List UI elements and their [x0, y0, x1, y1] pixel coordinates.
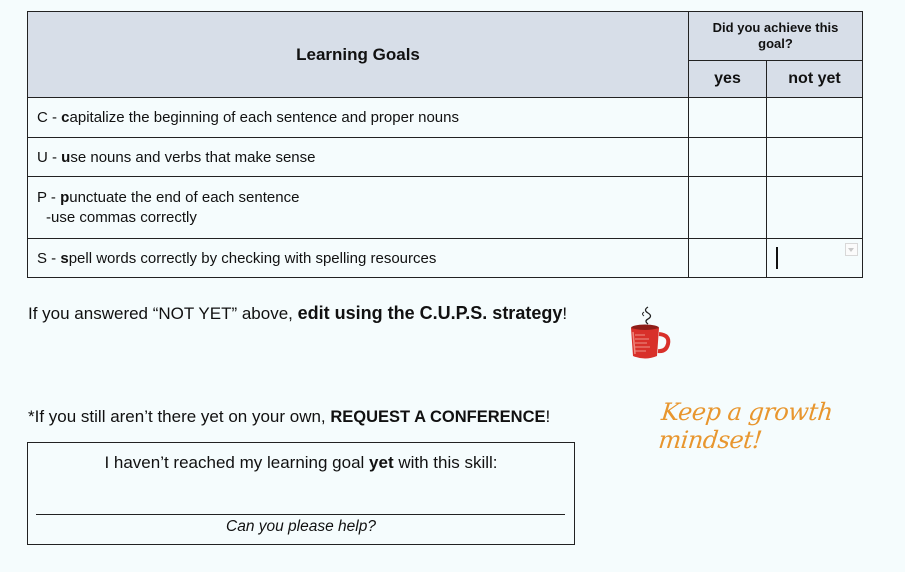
not-yet-cell-p[interactable]: [767, 177, 863, 239]
yes-cell-s[interactable]: [689, 239, 767, 278]
coffee-mug-icon: [628, 304, 672, 362]
goal-row-p: [28, 177, 863, 239]
goal-row-c: [28, 98, 863, 138]
goal-s: [28, 239, 689, 278]
goal-p-text: unctuate the end of each sentence: [69, 189, 300, 206]
text-cursor: [776, 247, 778, 269]
goal-s-text: pell words correctly by checking with spelling resources: [68, 249, 437, 267]
goal-c-letter: c: [61, 109, 70, 126]
goal-row-u: [28, 138, 863, 177]
cups-lead: If you answered “NOT YET” above,: [28, 304, 298, 323]
growth-mindset-text: Keep a growth mindset!: [657, 398, 835, 454]
conference-end: !: [545, 407, 551, 426]
yes-cell-p[interactable]: [689, 177, 767, 239]
help-question: Can you please help?: [226, 518, 376, 535]
help-request-box: [27, 442, 575, 545]
goal-s-letter: s: [60, 249, 69, 267]
goal-c-text: apitalize the beginning of each sentence and proper nouns: [69, 109, 459, 126]
goal-c: [28, 98, 689, 138]
conference-request: REQUEST A CONFERENCE: [330, 408, 546, 426]
goal-p-letter: p: [60, 189, 70, 206]
not-yet-cell-s[interactable]: [767, 239, 863, 278]
dropdown-arrow-icon[interactable]: [845, 243, 858, 256]
goal-p-subtext: -use commas correctly: [46, 209, 197, 226]
yes-header: yes: [689, 61, 767, 98]
goal-p: [28, 177, 689, 239]
learning-goals-table: [27, 11, 863, 278]
cups-strategy: edit using the C.U.P.S. strategy: [297, 303, 563, 323]
help-statement: [28, 453, 574, 473]
goal-u-letter: u: [61, 148, 71, 166]
answer-line[interactable]: [36, 514, 565, 515]
goal-row-s: [28, 239, 863, 278]
cups-end: !: [562, 304, 568, 323]
cups-instruction: [28, 303, 567, 324]
not-yet-cell-u[interactable]: [767, 138, 863, 177]
conference-instruction: [28, 407, 550, 427]
conference-lead: *If you still aren’t there yet on your own,: [28, 407, 331, 426]
goal-s-prefix: S -: [37, 249, 61, 267]
goal-p-prefix: P -: [37, 189, 61, 206]
learning-goals-header: Learning Goals: [28, 12, 689, 98]
goal-u: [28, 138, 689, 177]
yes-cell-c[interactable]: [689, 98, 767, 138]
help-end: with this skill:: [393, 453, 498, 472]
help-lead: I haven’t reached my learning goal: [104, 453, 370, 472]
achieve-goal-header: Did you achieve this goal?: [689, 12, 863, 61]
not-yet-header: not yet: [767, 61, 863, 98]
yes-cell-u[interactable]: [689, 138, 767, 177]
goal-u-text: se nouns and verbs that make sense: [70, 148, 316, 166]
help-yet: yet: [369, 453, 394, 472]
goal-c-prefix: C -: [37, 109, 62, 126]
goal-u-prefix: U -: [37, 148, 62, 166]
not-yet-cell-c[interactable]: [767, 98, 863, 138]
